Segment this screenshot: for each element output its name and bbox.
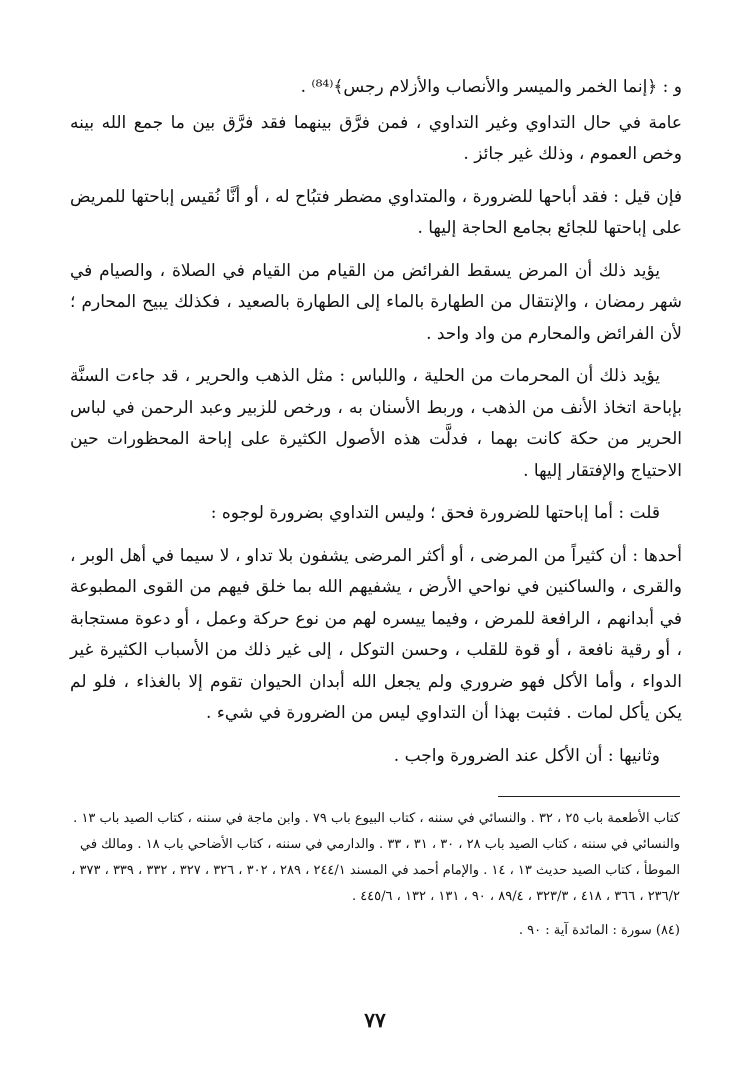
footnote-separator (498, 796, 680, 797)
paragraph: يؤيد ذلك أن المرض يسقط الفرائض من القيام من القيام في الصلاة ، والصيام في شهر رمضان ، والإنتقال من الطهارة بالماء إلى الطهارة بالصعيد ، فكذلك يبيح المحارم ؛ لأن الفرائض والمحارم من واد واحد . (70, 260, 682, 344)
footnotes (70, 806, 680, 944)
footnote-text: كتاب الأطعمة باب ٢٥ ، ٣٢ . والنسائي في سننه ، كتاب البيوع باب ٧٩ . وابن ماجة في سننه ، كتاب الصيد باب ١٣ . والنسائي في سننه ، كتاب الصيد باب ٢٨ ، ٣٠ ، ٣١ ، ٣٣ . والدارمي في سننه ، كتاب الأضاحي باب ١٨ . ومالك في الموطأ ، كتاب الصيد حديث ١٣ ، ١٤ . والإمام أحمد في المسند ٢٤٤/١ ، ٢٨٩ ، ٣٠٢ ، ٣٢٦ ، ٣٢٧ ، ٣٣٢ ، ٣٣٩ ، ٣٧٣ ، ٢٣٦/٢ ، ٣٦٦ ، ٤١٨ ، ٣٢٣/٣ ، ٨٩/٤ ، ٩٠ ، ١٣١ ، ١٣٢ ، ٤٤٥/٦ . (71, 811, 680, 904)
paragraph: يؤيد ذلك أن المحرمات من الحلية ، واللباس : مثل الذهب والحرير ، قد جاءت السنَّة بإباحة اتخاذ الأنف من الذهب ، وربط الأسنان به ، ورخص للزبير وعبد الرحمن في لباس الحرير من حكة كانت بهما ، فدلَّت هذه الأصول الكثيرة على إباحة المحظورات حين الاحتياج والإفتقار إليها . (70, 366, 682, 481)
paragraph: قلت : أما إباحتها للضرورة فحق ؛ وليس التداوي بضرورة لوجوه : (210, 503, 660, 523)
main-text (70, 72, 682, 783)
paragraph: أحدها : أن كثيراً من المرضى ، أو أكثر المرضى يشفون بلا تداو ، لا سيما في أهل الوبر ، والقرى ، والساكنين في نواحي الأرض ، يشفيهم الله بما خلق فيهم من القوى المطبوعة في أبدانهم ، الرافعة للمرض ، وفيما ييسره لهم من نوع حركة وعمل ، أو دعوة مستجابة ، أو رقية نافعة ، أو قوة للقلب ، وحسن التوكل ، إلى غير ذلك من الأسباب الكثيرة غير الدواء ، وأما الأكل فهو ضروري ولم يجعل الله أبدان الحيوان تقوم إلا بالغذاء ، فلو لم يكن يأكل لمات . فثبت بهذا أن التداوي ليس من الضرورة في شيء . (70, 545, 682, 723)
page-number: ٧٧ (364, 1008, 386, 1032)
quran-verse-line: و : ﴿إنما الخمر والميسر والأنصاب والأزلام رجس﴾⁽⁸⁴⁾ . (300, 77, 682, 97)
paragraph: فإن قيل : فقد أباحها للضرورة ، والمتداوي مضطر فتبُاح له ، أو أنَّا نُقيس إباحتها للمريض على إباحتها للجائع بجامع الحاجة إليها . (70, 186, 682, 238)
paragraph: وثانيها : أن الأكل عند الضرورة واجب . (393, 745, 660, 766)
footnote-84: (٨٤) سورة : المائدة آية : ٩٠ . (518, 923, 680, 938)
paragraph: عامة في حال التداوي وغير التداوي ، فمن فرَّق بينهما فقد فرَّق بين ما جمع الله بينه وخص العموم ، وذلك غير جائز . (70, 112, 682, 164)
